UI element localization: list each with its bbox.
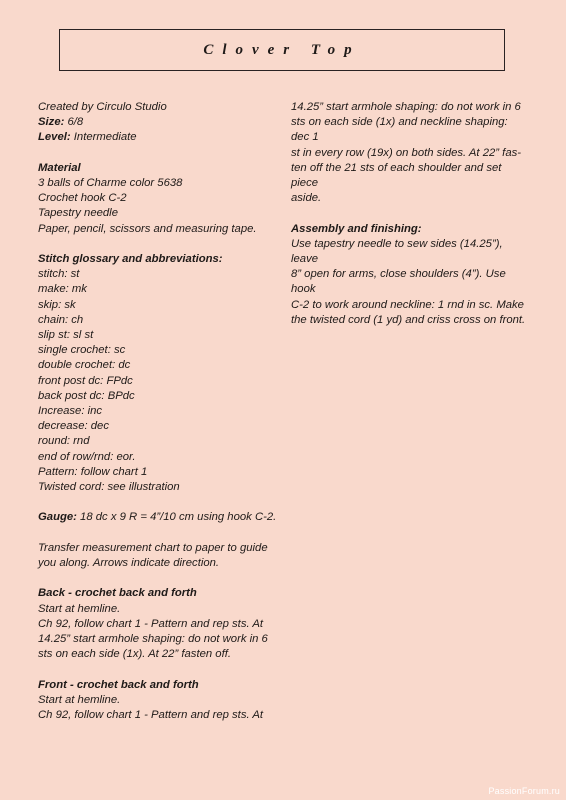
glossary-item: stitch: st	[38, 268, 80, 281]
glossary-item: back post dc: BPdc	[38, 389, 135, 402]
glossary-item: Pattern: follow chart 1	[38, 465, 148, 478]
transfer-line: you along. Arrows indicate direction.	[38, 557, 220, 570]
glossary-item: Twisted cord: see illustration	[38, 481, 180, 494]
glossary-item: decrease: dec	[38, 420, 109, 433]
back-line: sts on each side (1x). At 22” fasten off.	[38, 648, 231, 661]
material-item: 3 balls of Charme color 5638	[38, 177, 183, 189]
level-value: Intermediate	[70, 131, 137, 144]
front-cont-line: ten off the 21 sts of each shoulder and set piece	[291, 161, 502, 190]
front-cont-line: aside.	[291, 192, 322, 205]
back-line: Ch 92, follow chart 1 - Pattern and rep sts. At	[38, 617, 263, 630]
glossary-item: double crochet: dc	[38, 359, 131, 372]
glossary-item: chain: ch	[38, 313, 84, 326]
created-by: Created by Circulo Studio	[38, 101, 167, 113]
glossary-item: front post dc: FPdc	[38, 374, 133, 387]
gauge-line	[38, 510, 278, 525]
front-cont-line: 14.25” start armhole shaping: do not work in 6	[291, 101, 521, 113]
glossary-item: Increase: inc	[38, 405, 103, 418]
glossary-item: single crochet: sc	[38, 344, 126, 357]
material-item: Paper, pencil, scissors and measuring tape.	[38, 222, 257, 235]
assembly-line: Use tapestry needle to sew sides (14.25”), leave	[291, 237, 503, 266]
back-line: Start at hemline.	[38, 602, 121, 615]
transfer-line: Transfer measurement chart to paper to guide	[38, 541, 268, 554]
size-label: Size:	[38, 116, 65, 129]
back-heading: Back - crochet back and forth	[38, 587, 197, 600]
glossary-item: skip: sk	[38, 298, 76, 311]
right-column	[291, 100, 527, 328]
assembly-heading: Assembly and finishing:	[291, 222, 422, 235]
glossary-item: round: rnd	[38, 435, 90, 448]
back-line: 14.25” start armhole shaping: do not work in 6	[38, 633, 268, 646]
title-box	[59, 29, 505, 71]
size-value: 6/8	[64, 116, 84, 129]
glossary-item: make: mk	[38, 283, 87, 296]
glossary-item: end of row/rnd: eor.	[38, 450, 136, 463]
level-label: Level:	[38, 131, 71, 144]
glossary-heading: Stitch glossary and abbreviations:	[38, 253, 223, 265]
assembly-line: the twisted cord (1 yd) and criss cross on front.	[291, 313, 526, 326]
level-line	[38, 130, 278, 145]
front-heading: Front - crochet back and forth	[38, 678, 199, 691]
gauge-value: 18 dc x 9 R = 4”/10 cm using hook C-2.	[76, 511, 277, 524]
left-column	[38, 100, 278, 723]
front-cont-line: sts on each side (1x) and neckline shaping: dec 1	[291, 116, 508, 144]
assembly-line: C-2 to work around neckline: 1 rnd in sc. Make	[291, 298, 524, 311]
material-item: Crochet hook C-2	[38, 192, 127, 205]
front-line: Start at hemline.	[38, 693, 121, 706]
front-line: Ch 92, follow chart 1 - Pattern and rep sts. At	[38, 709, 263, 722]
size-line	[38, 115, 278, 130]
material-item: Tapestry needle	[38, 207, 118, 220]
gauge-label: Gauge:	[38, 511, 77, 524]
assembly-line: 8” open for arms, close shoulders (4”). Use hook	[291, 268, 506, 296]
page-title: Clover Top	[203, 41, 361, 58]
front-cont-line: st in every row (19x) on both sides. At 22” fas-	[291, 146, 522, 159]
watermark: PassionForum.ru	[488, 786, 560, 796]
material-heading: Material	[38, 161, 81, 174]
glossary-item: slip st: sl st	[38, 329, 94, 342]
